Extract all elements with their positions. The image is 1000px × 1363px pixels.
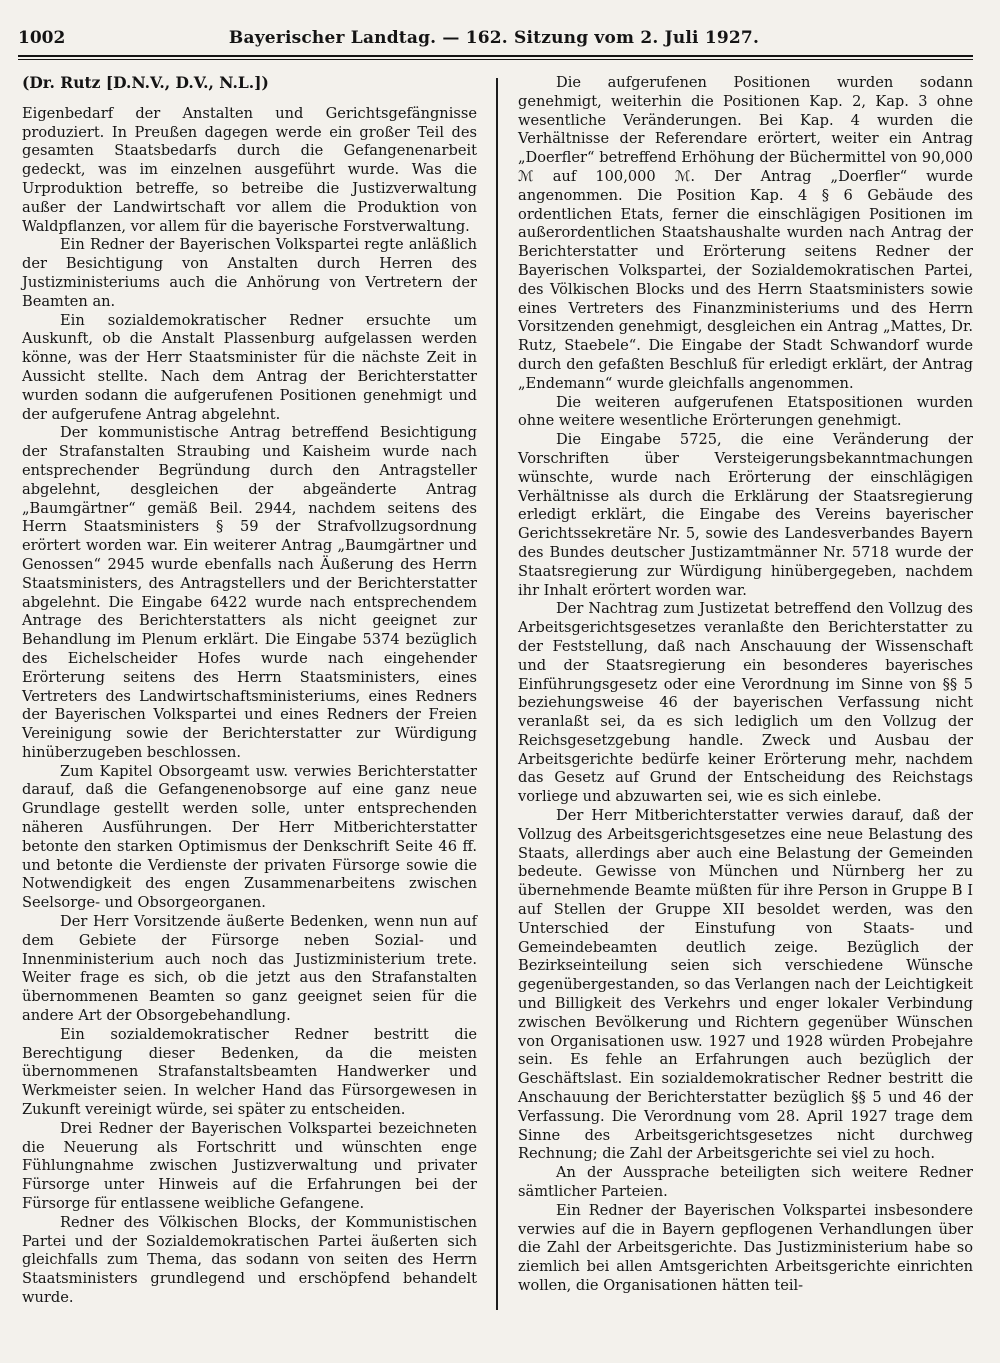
paragraph: Der Herr Vorsitzende äußerte Bedenken, wenn nun auf dem Gebiete der Fürsorge neben Sozial- und Innenministerium auch noch das Justizministerium trete. Weiter frage es sich, ob die jetzt aus den Strafanstalten übernommenen Beamten so ganz geeignet seien für die andere Art der Obsorgebehandlung. bbox=[22, 913, 477, 1025]
paragraph: Ein Redner der Bayerischen Volkspartei regte anläßlich der Besichtigung von Anstalten durch Herren des Justizministeriums auch die Anhörung von Vertretern der Beamten an. bbox=[22, 236, 477, 310]
left-column bbox=[22, 74, 477, 1308]
paragraph: Zum Kapitel Obsorgeamt usw. verwies Berichterstatter darauf, daß die Gefangenenobsorge auf eine ganz neue Grundlage gestellt werden solle, unter entsprechenden näheren Ausführungen. Der Herr Mitberichterstatter betonte den starken Optimismus der Denkschrift Seite 46 ff. und betonte die Verdienste der privaten Fürsorge sowie die Notwendigkeit des engen Zusammenarbeitens zwischen Seelsorge- und Obsorgeorganen. bbox=[22, 762, 477, 912]
paragraph: Eigenbedarf der Anstalten und Gerichtsgefängnisse produziert. In Preußen dagegen werde ein großer Teil des gesamten Staatsbedarfs durch die Gefangenenarbeit gedeckt, was im einzelnen ausgeführt wurde. Was die Urproduktion betreffe, so betreibe die Justizverwaltung außer der Landwirtschaft vor allem die Produktion von Waldpflanzen, vor allem für die bayerische Forstverwaltung. bbox=[22, 104, 477, 235]
right-column bbox=[518, 74, 973, 1296]
header-rule-thin bbox=[18, 59, 973, 60]
paragraph: Der Herr Mitberichterstatter verwies darauf, daß der Vollzug des Arbeitsgerichtsgesetzes eine neue Belastung des Staats, allerdings aber auch eine Belastung der Gemeinden bedeute. Gewisse von München und Nürnberg her zu übernehmende Beamte müßten für ihre Person in Gruppe B I auf Stellen der Gruppe XII besoldet werden, was den Unterschied der Einstufung von Staats- und Gemeindebeamten deutlich zeige. Bezüglich der Bezirkseinteilung seien sich verschiedene Wünsche gegenübergestanden, so das Verlangen nach der Leichtigkeit und Billigkeit des Verkehrs und enger lokaler Verbindung zwischen Bevölkerung und Richtern gegenüber Wünschen von Organisationen usw. 1927 und 1928 würden Probejahre sein. Es fehle an Erfahrungen auch bezüglich der Geschäftslast. Ein sozialdemokratischer Redner bestritt die Anschauung der Berichterstatter bezüglich §§ 5 und 46 der Verfassung. Die Verordnung vom 28. April 1927 trage dem Sinne des Arbeitsgerichtsgesetzes nicht durchweg Rechnung; die Zahl der Arbeitsgerichte sei viel zu hoch. bbox=[518, 807, 973, 1163]
paragraph: Redner des Völkischen Blocks, der Kommunistischen Partei und der Sozialdemokratischen Partei äußerten sich gleichfalls zum Thema, das sodann von seiten des Herrn Staatsministers grundlegend und erschöpfend behandelt wurde. bbox=[22, 1213, 477, 1306]
speaker-label: (Dr. Rutz [D.N.V., D.V., N.L.]) bbox=[22, 73, 269, 92]
page-header bbox=[18, 28, 970, 54]
paragraph: Der Nachtrag zum Justizetat betreffend den Vollzug des Arbeitsgerichtsgesetzes veranlaßte den Berichterstatter zu der Feststellung, daß nach Anschauung der Wissenschaft und der Staatsregierung ein besonderes bayerisches Einführungsgesetz oder eine Verordnung im Sinne von §§ 5 beziehungsweise 46 der bayerischen Verfassung nicht veranlaßt sei, da es sich lediglich um den Vollzug der Reichsgesetzgebung handle. Zweck und Ausbau der Arbeitsgerichte bedürfe keiner Erörterung mehr, nachdem das Gesetz auf Grund der Entscheidung des Reichstags vorliege und abzuwarten sei, wie es sich einlebe. bbox=[518, 600, 973, 806]
paragraph: Ein sozialdemokratischer Redner bestritt die Berechtigung dieser Bedenken, da die meisten übernommenen Strafanstaltsbeamten Handwerker und Werkmeister seien. In welcher Hand das Fürsorgewesen in Zukunft vereinigt würde, sei später zu entscheiden. bbox=[22, 1025, 477, 1119]
paragraph: Ein sozialdemokratischer Redner ersuchte um Auskunft, ob die Anstalt Plassenburg aufgelassen werden könne, was der Herr Staatsminister für die nächste Zeit in Aussicht stellte. Nach dem Antrag der Berichterstatter wurden sodann die aufgerufenen Positionen genehmigt und der aufgerufene Antrag abgelehnt. bbox=[22, 311, 477, 423]
running-head: Bayerischer Landtag. — 162. Sitzung vom 2. Juli 1927. bbox=[228, 28, 760, 48]
paragraph: An der Aussprache beteiligten sich weitere Redner sämtlicher Parteien. bbox=[518, 1164, 973, 1201]
header-rule bbox=[18, 55, 973, 57]
column-divider bbox=[496, 78, 498, 1310]
paragraph: Die aufgerufenen Positionen wurden sodann genehmigt, weiterhin die Positionen Kap. 2, Kap. 3 ohne wesentliche Veränderungen. Bei Kap. 4 wurden die Verhältnisse der Referendare erörtert, weiter ein Antrag „Doerfler“ betreffend Erhöhung der Büchermittel von 90,000 ℳ auf 100,000 ℳ. Der Antrag „Doerfler“ wurde angenommen. Die Position Kap. 4 § 6 Gebäude des ordentlichen Etats, ferner die einschlägigen Positionen im außerordentlichen Staatshaushalte wurden nach Antrag der Berichterstatter und Erörterung seitens Redner der Bayerischen Volkspartei, der Sozialdemokratischen Partei, des Völkischen Blocks und des Herrn Staatsministers sowie eines Vertreters des Finanzministeriums und des Herrn Vorsitzenden genehmigt, desgleichen ein Antrag „Mattes, Dr. Rutz, Staebele“. Die Eingabe der Stadt Schwandorf wurde durch den gefaßten Beschluß für erledigt erklärt, der Antrag „Endemann“ wurde gleichfalls angenommen. bbox=[518, 74, 974, 392]
paragraph: Die weiteren aufgerufenen Etatspositionen wurden ohne weitere wesentliche Erörterungen genehmigt. bbox=[518, 393, 973, 430]
paragraph: Drei Redner der Bayerischen Volkspartei bezeichneten die Neuerung als Fortschritt und wünschten enge Fühlungnahme zwischen Justizverwaltung und privater Fürsorge unter Hinweis auf die Erfahrungen bei der Fürsorge für entlassene weibliche Gefangene. bbox=[22, 1119, 477, 1213]
paragraph: Die Eingabe 5725, die eine Veränderung der Vorschriften über Versteigerungsbekanntmachungen wünschte, wurde nach Erörterung der einschlägigen Verhältnisse als durch die Erklärung der Staatsregierung erledigt erklärt, die Eingabe des Vereins bayerischer Gerichtssekretäre Nr. 5, sowie des Landesverbandes Bayern des Bundes deutscher Justizamtmänner Nr. 5718 wurde der Staatsregierung zur Würdigung hinübergegeben, nachdem ihr Inhalt erörtert worden war. bbox=[518, 431, 973, 599]
page-number: 1002 bbox=[18, 28, 66, 48]
paragraph: Ein Redner der Bayerischen Volkspartei insbesondere verwies auf die in Bayern gepflogenen Verhandlungen über die Zahl der Arbeitsgerichte. Das Justizministerium habe so ziemlich bei allen Amtsgerichten Arbeitsgerichte einrichten wollen, die Organisationen hätten teil- bbox=[518, 1201, 973, 1294]
paragraph: Der kommunistische Antrag betreffend Besichtigung der Strafanstalten Straubing und Kaisheim wurde nach entsprechender Begründung durch den Antragsteller abgelehnt, desgleichen der abgeänderte Antrag „Baumgärtner“ gemäß Beil. 2944, nachdem seitens des Herrn Staatsministers § 59 der Strafvollzugsordnung erörtert worden war. Ein weiterer Antrag „Baumgärtner und Genossen“ 2945 wurde ebenfalls nach Äußerung des Herrn Staatsministers, des Antragstellers und der Berichterstatter abgelehnt. Die Eingabe 6422 wurde nach entsprechendem Antrage des Berichterstatters als nicht geeignet zur Behandlung im Plenum erklärt. Die Eingabe 5374 bezüglich des Eichelscheider Hofes wurde nach eingehender Erörterung seitens des Herrn Staatsministers, eines Vertreters des Landwirtschaftsministeriums, eines Redners der Bayerischen Volkspartei und eines Redners der Freien Vereinigung sowie der Berichterstatter zur Würdigung hinüberzugeben beschlossen. bbox=[22, 424, 477, 761]
